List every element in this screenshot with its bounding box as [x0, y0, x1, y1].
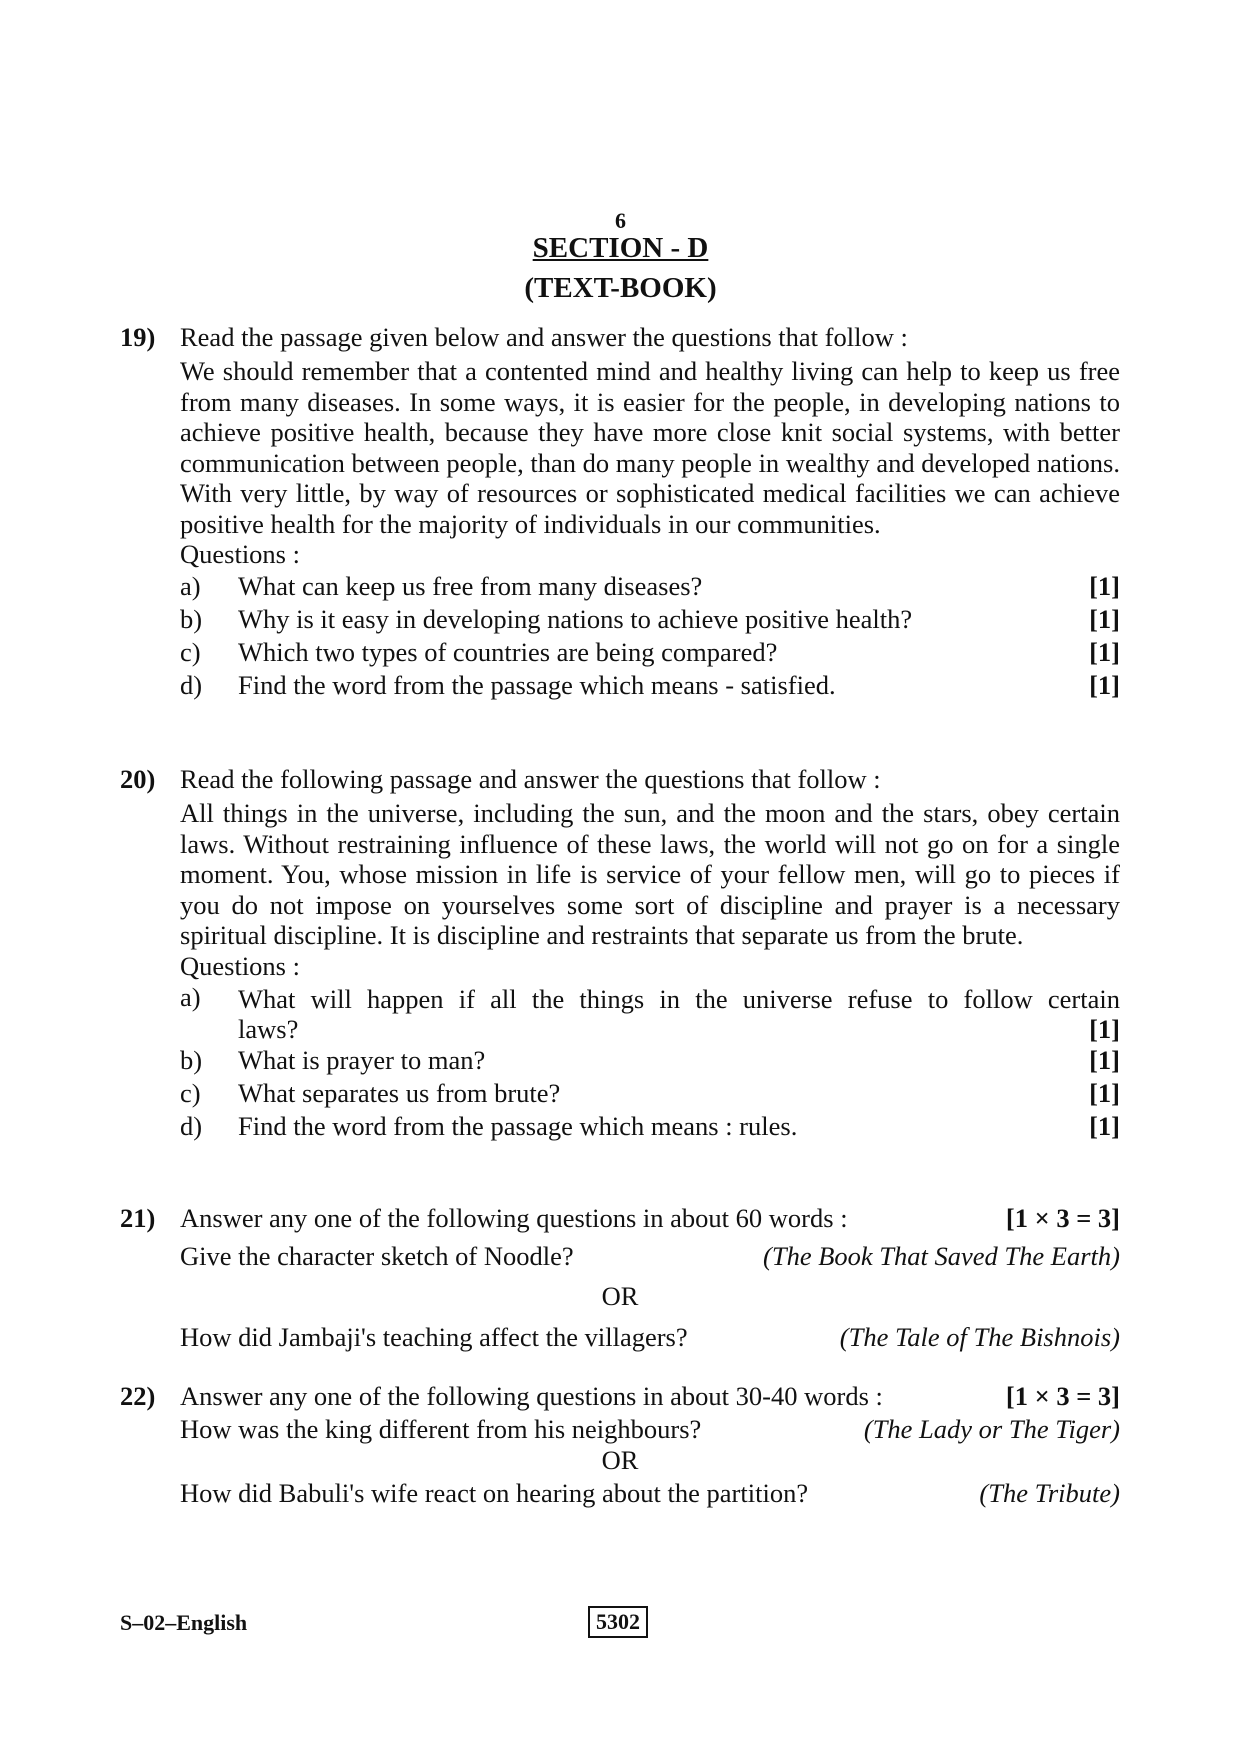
marks: [1]: [1089, 604, 1120, 634]
sub-question-label: a): [180, 981, 201, 1012]
or-separator: OR: [601, 1281, 639, 1311]
question-number: 22): [120, 1381, 156, 1411]
sub-question-label: c): [180, 637, 201, 667]
sub-question-text: What can keep us free from many diseases?: [238, 571, 703, 601]
source-title: (The Book That Saved The Earth): [763, 1241, 1120, 1271]
marks: [1]: [1089, 670, 1120, 700]
sub-question-text: What is prayer to man?: [238, 1044, 486, 1075]
sub-question-label: c): [180, 1077, 201, 1108]
sub-question-label: d): [180, 1110, 203, 1141]
sub-question-label: d): [180, 670, 203, 700]
or-separator: OR: [601, 1445, 639, 1475]
question-number: 21): [120, 1203, 156, 1233]
sub-question-text: Find the word from the passage which means - satisfied.: [238, 670, 836, 700]
passage: We should remember that a contented mind and healthy living can help to keep us free from many diseases. In some ways, it is easier for the people, in developing nations to achieve positive health, because they have more close knit social systems, with better communication between people, than do many people in wealthy and developed nations. With very little, by way of resources or sophisticated medical facilities we can achieve positive health for the majority of individuals in our communities.: [180, 356, 1120, 539]
question-20: [120, 764, 1120, 1143]
option-text: How did Jambaji's teaching affect the villagers?: [180, 1322, 688, 1352]
marks: [1 × 3 = 3]: [1005, 1203, 1120, 1233]
source-title: (The Tale of The Bishnois): [839, 1322, 1120, 1352]
question-instruction: Read the following passage and answer the questions that follow :: [180, 764, 881, 794]
sub-question-c: [180, 636, 1120, 669]
sub-question-label: b): [180, 604, 203, 634]
sub-question-text: Which two types of countries are being compared?: [238, 637, 778, 667]
sub-question-a: [180, 982, 1120, 1044]
marks: [1]: [1089, 637, 1120, 667]
marks: [1]: [1089, 1013, 1120, 1044]
sub-question-a: [180, 570, 1120, 603]
paper-code: S–02–English: [120, 1610, 248, 1635]
option-text: How was the king different from his neighbours?: [180, 1414, 702, 1444]
questions-label: Questions :: [180, 950, 300, 981]
sub-question-d: [180, 669, 1120, 702]
marks: [1]: [1089, 1110, 1120, 1141]
option-text: How did Babuli's wife react on hearing about the partition?: [180, 1478, 809, 1508]
sub-question-d: [180, 1110, 1120, 1143]
question-number: 20): [120, 764, 156, 794]
sub-question-b: [180, 603, 1120, 636]
questions-label: Questions :: [180, 539, 300, 569]
sub-question-text: Why is it easy in developing nations to achieve positive health?: [238, 604, 913, 634]
section-subtitle: (TEXT-BOOK): [524, 272, 717, 304]
question-instruction: Answer any one of the following questions in about 30-40 words :: [180, 1381, 883, 1411]
sub-question-text-cont: laws?: [238, 1013, 299, 1044]
passage: All things in the universe, including the sun, and the moon and the stars, obey certain laws. Without restraining influence of these laws, the world will not go on for a single moment. You, whose mission in life is service of your fellow men, will go to pieces if you do not impose on yourselves some sort of discipline and prayer is a necessary spiritual discipline. It is discipline and restraints that separate us from the brute.: [180, 798, 1120, 950]
marks: [1]: [1089, 1077, 1120, 1108]
paper-number-box: 5302: [588, 1606, 648, 1638]
option-text: Give the character sketch of Noodle?: [180, 1241, 574, 1271]
question-22: [120, 1381, 1120, 1509]
sub-question-text: What separates us from brute?: [238, 1077, 561, 1108]
sub-question-label: a): [180, 571, 201, 601]
section-title: SECTION - D: [532, 232, 709, 264]
sub-question-text: What will happen if all the things in the universe refuse to follow certain: [238, 983, 1120, 1014]
question-21: [120, 1203, 1120, 1353]
sub-question-b: [180, 1044, 1120, 1077]
question-19: [120, 322, 1120, 702]
source-title: (The Lady or The Tiger): [863, 1414, 1120, 1444]
sub-question-c: [180, 1077, 1120, 1110]
marks: [1 × 3 = 3]: [1005, 1381, 1120, 1411]
question-instruction: Read the passage given below and answer the questions that follow :: [180, 322, 908, 352]
question-number: 19): [120, 322, 156, 352]
marks: [1]: [1089, 1044, 1120, 1075]
question-instruction: Answer any one of the following questions in about 60 words :: [180, 1203, 848, 1233]
page-number: 6: [615, 208, 626, 233]
source-title: (The Tribute): [979, 1478, 1120, 1508]
marks: [1]: [1089, 571, 1120, 601]
sub-question-text: Find the word from the passage which means : rules.: [238, 1110, 798, 1141]
sub-question-label: b): [180, 1044, 203, 1075]
